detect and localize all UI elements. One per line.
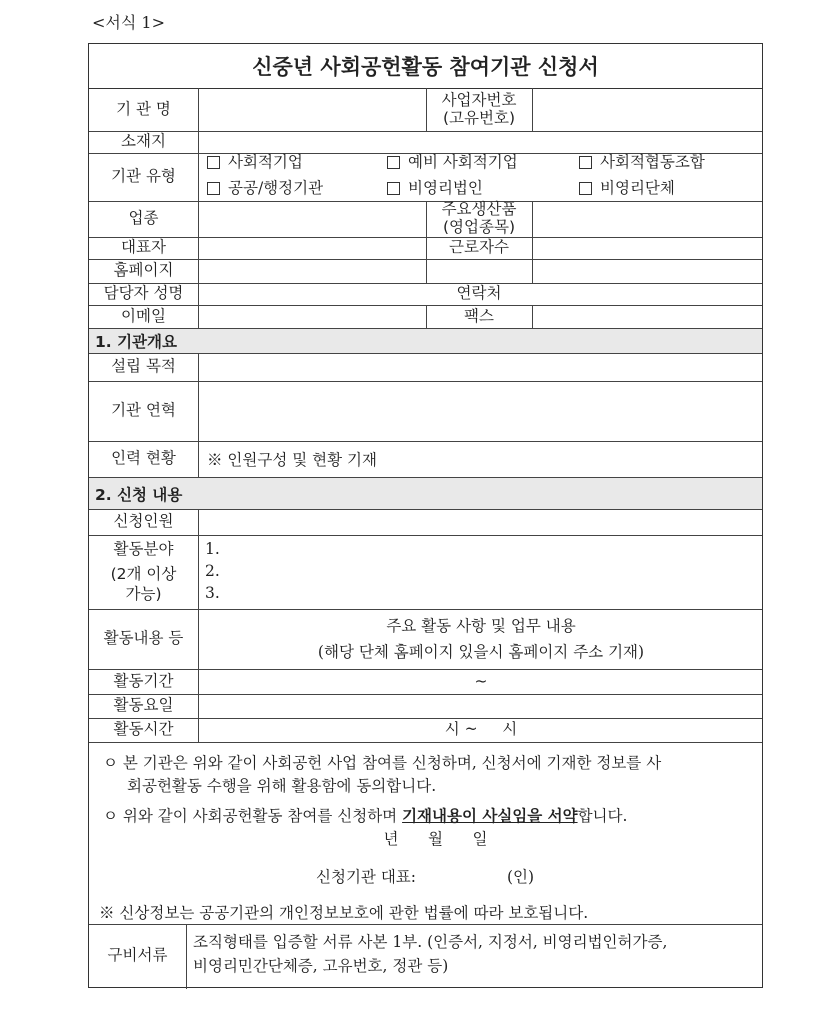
period-input[interactable]: ~ xyxy=(474,671,488,690)
representative-label: 신청기관 대표: xyxy=(316,868,416,886)
headcount-input[interactable] xyxy=(199,509,763,535)
staff-note[interactable]: ※ 인원구성 및 현황 기재 xyxy=(207,451,377,469)
activity-content-input[interactable] xyxy=(199,609,763,669)
org-type-option-3[interactable]: 사회적협동조합 xyxy=(579,150,705,172)
activity-content-hint-1: 주요 활동 사항 및 업무 내용 xyxy=(386,616,576,635)
workers-input[interactable] xyxy=(533,237,763,259)
org-name-label: 기 관 명 xyxy=(116,99,171,118)
activity-field-label: 활동분야 xyxy=(113,539,174,558)
form-title: 신중년 사회공헌활동 참여기관 신청서 xyxy=(89,44,762,89)
pledge-text: 기재내용이 사실임을 서약 xyxy=(402,806,578,825)
workers-label: 근로자수 xyxy=(449,238,509,257)
contact-input[interactable] xyxy=(533,283,763,305)
purpose-label: 설립 목적 xyxy=(111,357,176,376)
activity-field-1[interactable]: 1. xyxy=(205,540,220,558)
docs-label: 구비서류 xyxy=(107,945,168,964)
statement-paragraph-2: ㅇ 위와 같이 사회공헌활동 참여를 신청하며 기재내용이 사실임을 서약합니다. xyxy=(103,806,628,825)
activity-field-3[interactable]: 3. xyxy=(205,584,220,602)
org-type-option-1[interactable]: 사회적기업 xyxy=(207,150,303,172)
ceo-label: 대표자 xyxy=(121,238,166,257)
homepage-label: 홈페이지 xyxy=(113,261,174,280)
headcount-label: 신청인원 xyxy=(113,512,174,531)
contact-label: 연락처 xyxy=(456,284,502,303)
history-input[interactable] xyxy=(199,381,763,441)
biz-no-label: 사업자번호 xyxy=(441,90,517,109)
activity-field-note: (2개 이상 xyxy=(110,565,177,584)
checkbox-icon[interactable] xyxy=(387,156,400,169)
activity-content-hint-2: (해당 단체 홈페이지 있을시 홈페이지 주소 기재) xyxy=(317,643,645,661)
section-2-header: 2. 신청 내용 xyxy=(89,478,762,509)
fax-input[interactable] xyxy=(533,305,763,328)
history-label: 기관 연혁 xyxy=(111,401,176,420)
manager-label: 담당자 성명 xyxy=(103,284,184,303)
industry-label: 업종 xyxy=(128,209,159,228)
ceo-input[interactable] xyxy=(199,237,426,259)
privacy-notice: ※ 신상정보는 공공기관의 개인정보보호에 관한 법률에 따라 보호됩니다. xyxy=(99,904,589,922)
biz-no-sub-label: (고유번호) xyxy=(443,108,515,127)
section-1-header: 1. 기관개요 xyxy=(89,329,762,353)
checkbox-icon[interactable] xyxy=(387,182,400,195)
checkbox-icon[interactable] xyxy=(579,156,592,169)
form-number: <서식 1> xyxy=(92,13,165,32)
product-sub-label: (영업종목) xyxy=(443,218,515,236)
staff-label: 인력 현황 xyxy=(111,449,176,468)
purpose-input[interactable] xyxy=(199,353,763,381)
address-label: 소재지 xyxy=(121,132,166,151)
org-type-option-2[interactable]: 예비 사회적기업 xyxy=(387,150,518,172)
email-input[interactable] xyxy=(199,305,426,328)
seal-mark[interactable]: (인) xyxy=(507,868,535,886)
product-input[interactable] xyxy=(533,201,763,237)
checkbox-icon[interactable] xyxy=(579,182,592,195)
checkbox-icon[interactable] xyxy=(207,156,220,169)
statement-paragraph-1: ㅇ 본 기관은 위와 같이 사회공헌 사업 참여를 신청하며, 신청서에 기재한 정보를 사 회공헌활동 수행을 위해 활용함에 동의합니다. xyxy=(103,754,662,796)
email-label: 이메일 xyxy=(121,306,166,325)
activity-field-note-2: 가능) xyxy=(125,584,162,603)
product-label: 주요생산품 xyxy=(441,200,517,219)
hours-input[interactable]: 시 ~ 시 xyxy=(444,720,518,739)
docs-description: 조직형태를 입증할 서류 사본 1부. (인증서, 지정서, 비영리법인허가증, 비영리민간단체증, 고유번호, 정관 등) xyxy=(193,933,668,976)
activity-content-label: 활동내용 등 xyxy=(103,629,184,648)
days-label: 활동요일 xyxy=(113,696,174,715)
org-type-option-4[interactable]: 공공/행정기관 xyxy=(207,176,323,198)
fax-label: 팩스 xyxy=(464,306,494,325)
checkbox-icon[interactable] xyxy=(207,182,220,195)
industry-input[interactable] xyxy=(199,201,426,237)
org-type-option-5[interactable]: 비영리법인 xyxy=(387,176,483,198)
period-label: 활동기간 xyxy=(113,671,174,690)
manager-input[interactable] xyxy=(199,283,426,305)
days-input[interactable] xyxy=(199,694,763,718)
date-line[interactable]: 년 월 일 xyxy=(383,830,488,848)
activity-field-2[interactable]: 2. xyxy=(205,562,220,580)
org-type-option-6[interactable]: 비영리단체 xyxy=(579,176,675,198)
org-name-input[interactable] xyxy=(199,88,426,131)
org-type-label: 기관 유형 xyxy=(111,167,176,186)
biz-no-input[interactable] xyxy=(533,88,763,131)
hours-label: 활동시간 xyxy=(113,720,174,739)
homepage-input[interactable] xyxy=(199,259,763,283)
application-form xyxy=(88,43,763,988)
